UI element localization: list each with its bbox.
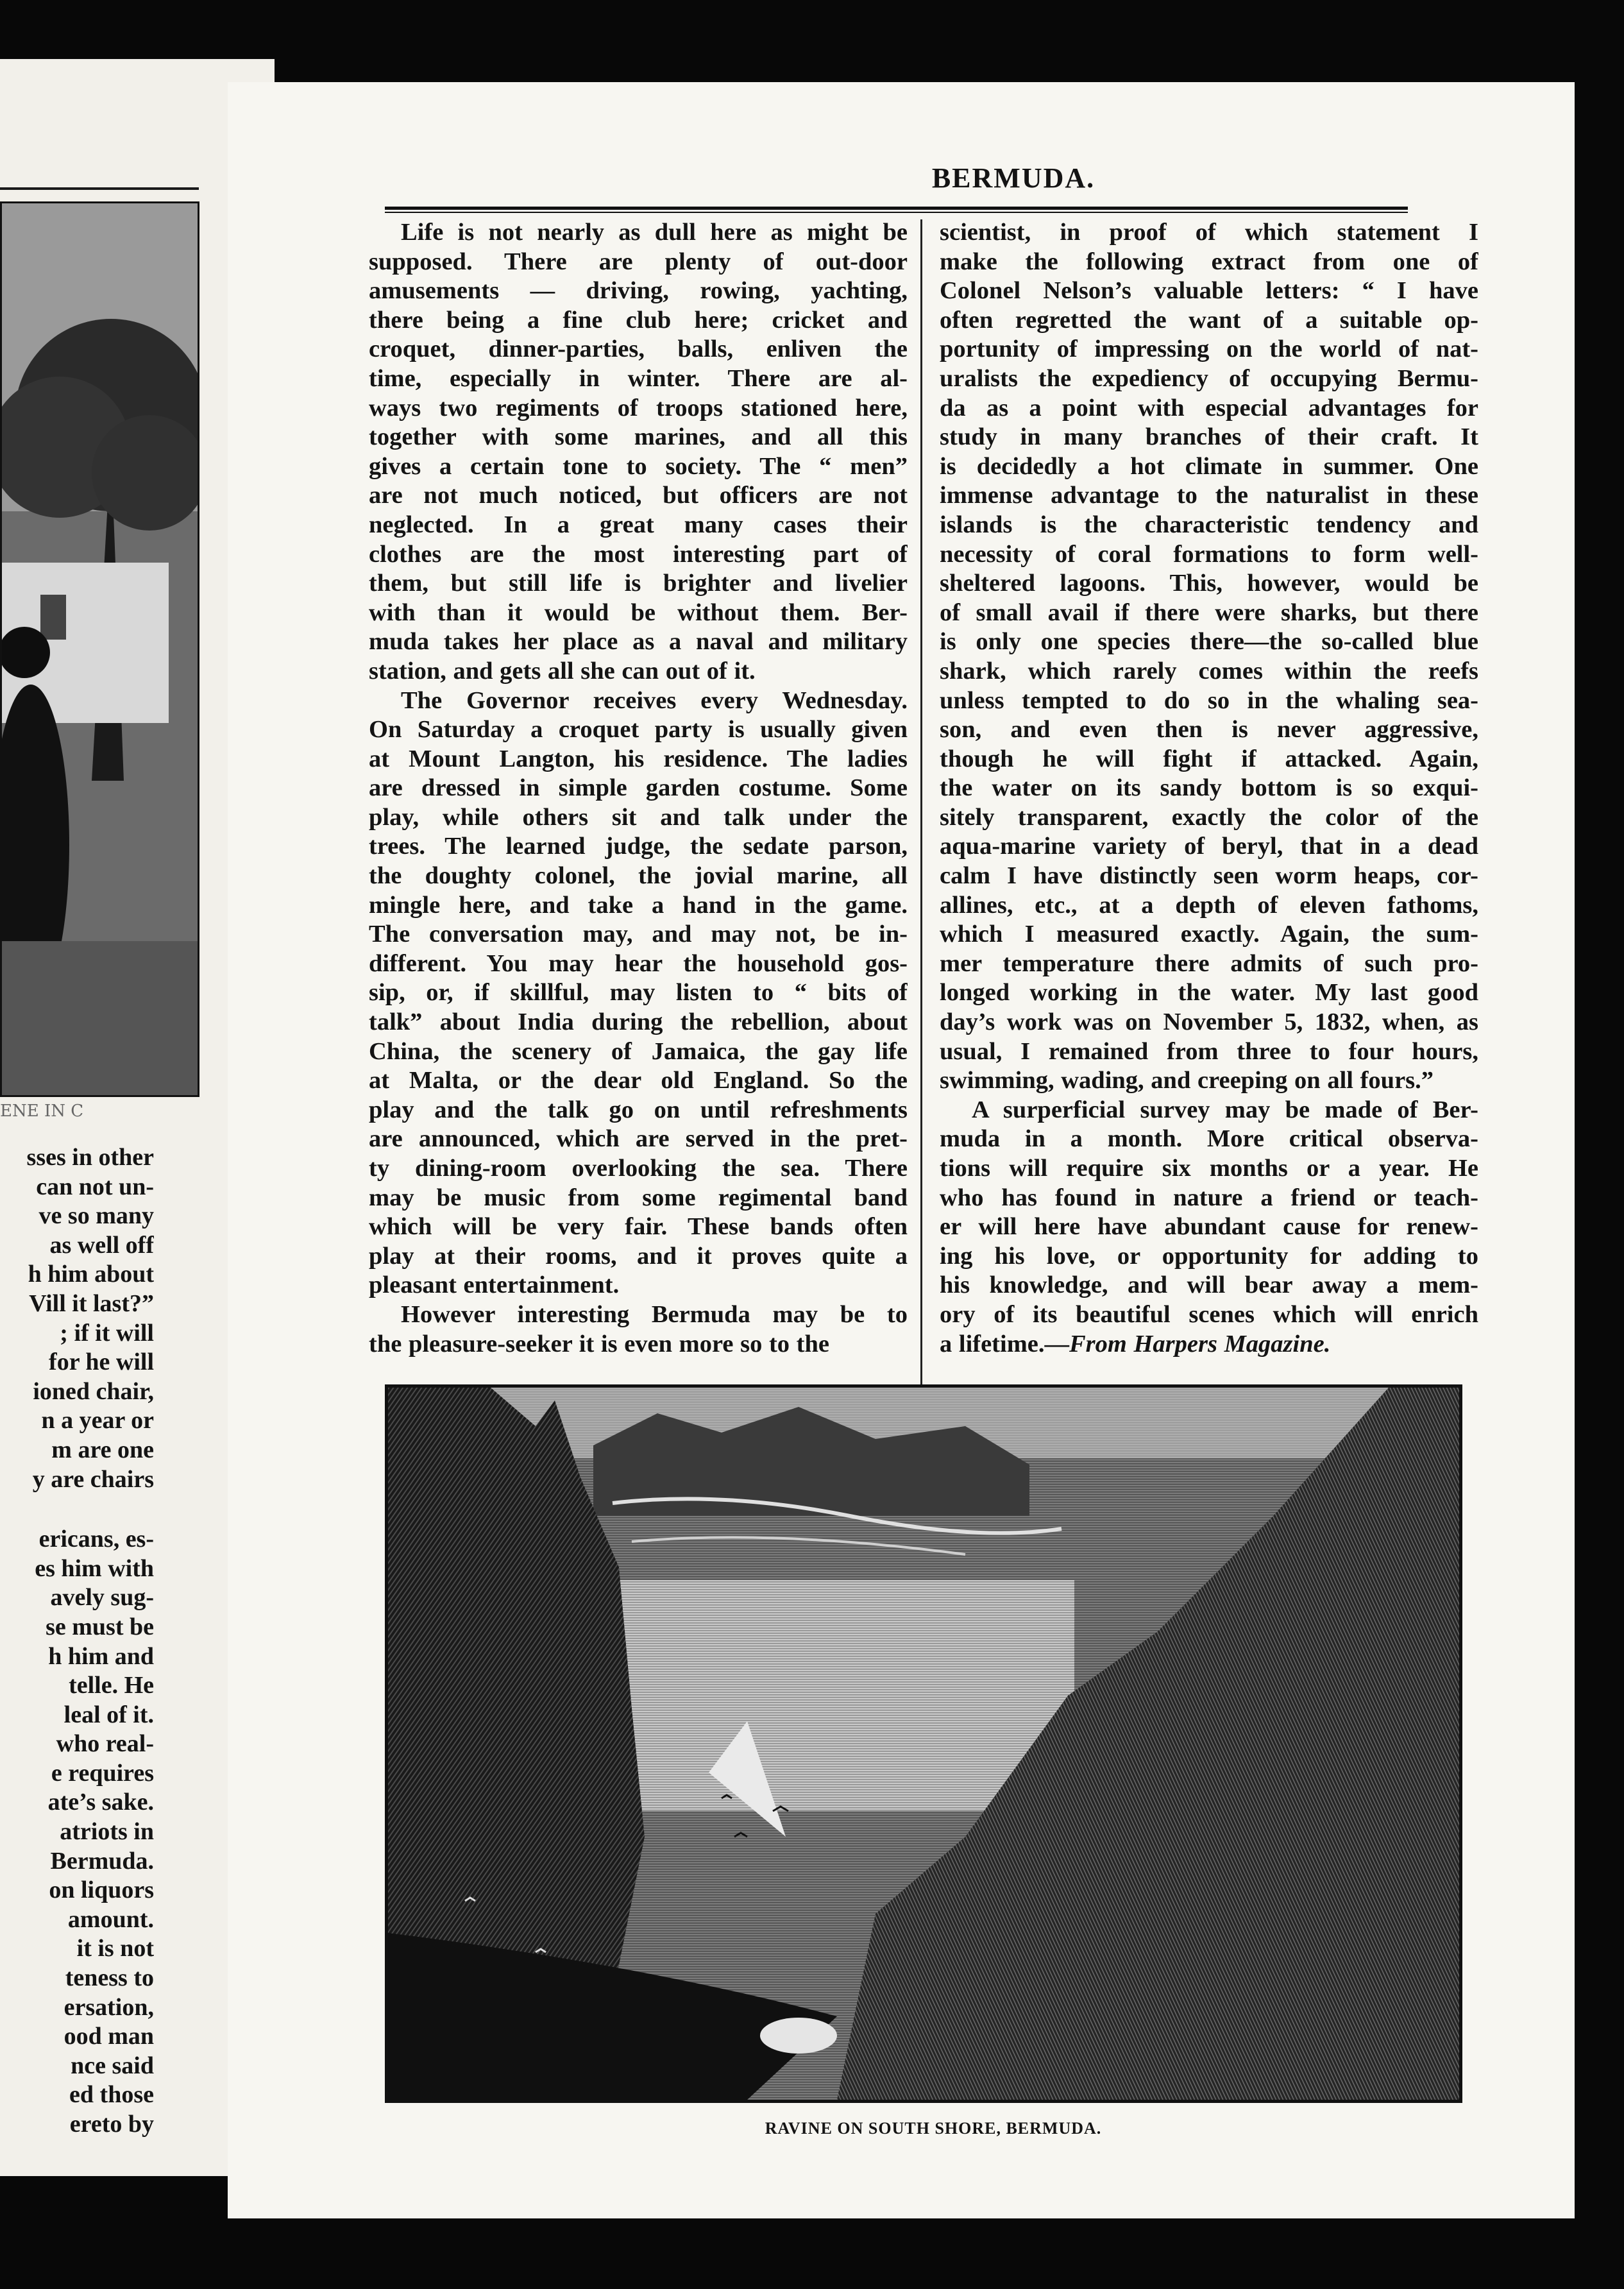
facing-page-line: ersation, [63, 1993, 154, 2021]
article-line: the doughty colonel, the jovial marine, all [369, 862, 908, 890]
facing-page-line: y are chairs [32, 1465, 154, 1493]
article-column-right [940, 218, 1478, 1359]
facing-page-line: telle. He [69, 1672, 154, 1699]
article-line: which will be very fair. These bands often [369, 1213, 908, 1241]
credit-prefix: a lifetime.— [940, 1330, 1069, 1357]
article-line: supposed. There are plenty of out-door [369, 248, 908, 275]
article-line: is decidedly a hot climate in summer. One [940, 452, 1478, 480]
article-line: portunity of impressing on the world of nat- [940, 336, 1478, 363]
article-line: sip, or, if skillful, may listen to “ bits of [369, 979, 908, 1007]
article-line: them, but still life is brighter and livelier [369, 570, 908, 597]
article-line: though he will fight if attacked. Again, [940, 745, 1478, 772]
article-line: swimming, wading, and creeping on all fours.” [940, 1067, 1434, 1094]
head-rule-thin [385, 212, 1408, 213]
article-line: clothes are the most interesting part of [369, 540, 908, 568]
illustration-caption: RAVINE ON SOUTH SHORE, BERMUDA. [765, 2119, 1102, 2138]
article-line: sitely transparent, exactly the color of the [940, 803, 1478, 831]
column-divider [920, 219, 922, 1425]
right-column-lines [940, 218, 1478, 1330]
article-line: are not much noticed, but officers are not [369, 482, 908, 509]
article-line: However interesting Bermuda may be to [401, 1300, 908, 1328]
article-line: which I measured exactly. Again, the sum- [940, 921, 1478, 948]
facing-page-text [0, 1143, 154, 2140]
article-line: immense advantage to the naturalist in these [940, 482, 1478, 509]
article-line: necessity of coral formations to form well- [940, 540, 1478, 568]
article-line: with than it would be without them. Ber- [369, 599, 908, 626]
article-line: sheltered lagoons. This, however, would be [940, 570, 1478, 597]
article-line: China, the scenery of Jamaica, the gay life [369, 1037, 908, 1065]
article-line: are announced, which are served in the pret- [369, 1125, 908, 1153]
article-line: croquet, dinner-parties, balls, enliven the [369, 336, 908, 363]
article-line: his knowledge, and will bear away a mem- [940, 1272, 1478, 1299]
source-credit [940, 1330, 1478, 1359]
article-line: Colonel Nelson’s valuable letters: “ I have [940, 277, 1478, 305]
ravine-engraving [385, 1384, 1462, 2103]
article-line: trees. The learned judge, the sedate parson, [369, 833, 908, 860]
article-line: may be music from some regimental band [369, 1184, 908, 1211]
facing-page-line: teness to [65, 1964, 154, 1992]
facing-page-line: for he will [49, 1349, 154, 1376]
running-head: BERMUDA. [931, 162, 1095, 194]
article-line: play at their rooms, and it proves quite a [369, 1242, 908, 1270]
facing-page-line: nce said [71, 2052, 154, 2079]
facing-page-line: ate’s sake. [47, 1789, 154, 1816]
article-line: muda takes her place as a naval and military [369, 628, 908, 656]
article-line: often regretted the want of a suitable op- [940, 306, 1478, 334]
article-line: is only one species there—the so-called blue [940, 628, 1478, 656]
article-line: mer temperature there admits of such pro- [940, 949, 1478, 977]
article-line: muda in a month. More critical observa- [940, 1125, 1478, 1153]
article-line: time, especially in winter. There are al- [369, 364, 908, 392]
article-line: ty dining-room overlooking the sea. There [369, 1155, 908, 1182]
article-line: On Saturday a croquet party is usually given [369, 716, 908, 744]
facing-page-line: who real- [56, 1730, 154, 1758]
article-line: mingle here, and take a hand in the game. [369, 891, 908, 919]
facing-page-line: it is not [76, 1935, 154, 1962]
article-line: Life is not nearly as dull here as might be [401, 219, 908, 246]
article-line: unless tempted to do so in the whaling sea- [940, 686, 1478, 714]
facing-page-line: h him and [48, 1642, 154, 1670]
facing-page-line: ; if it will [60, 1319, 154, 1347]
article-line: station, and gets all she can out of it. [369, 657, 756, 685]
facing-page-line: avely sug- [50, 1584, 154, 1612]
article-line: uralists the expediency of occupying Bermu- [940, 364, 1478, 392]
article-line: The Governor receives every Wednesday. [401, 686, 908, 714]
facing-page-line: ood man [63, 2023, 154, 2050]
facing-page-line: Bermuda. [50, 1847, 154, 1875]
article-line: the water on its sandy bottom is so exqui- [940, 774, 1478, 802]
facing-page-line: h him about [28, 1261, 154, 1288]
article-line: who has found in nature a friend or teach- [940, 1184, 1478, 1211]
facing-page-line: ereto by [69, 2111, 154, 2138]
facing-page-line: atriots in [60, 1818, 154, 1846]
article-line: son, and even then is never aggressive, [940, 716, 1478, 744]
facing-page-engraving [0, 201, 199, 1097]
facing-page-line: ve so many [38, 1202, 154, 1230]
article-line: tions will require six months or a year. He [940, 1155, 1478, 1182]
article-line: The conversation may, and may not, be in- [369, 921, 908, 948]
facing-page-line: es him with [35, 1554, 154, 1582]
facing-page-line: on liquors [49, 1876, 154, 1904]
facing-page-line: ioned chair, [33, 1377, 154, 1405]
article-line: calm I have distinctly seen worm heaps, cor- [940, 862, 1478, 890]
article-line: ing his love, or opportunity for adding to [940, 1242, 1478, 1270]
main-page [228, 82, 1575, 2218]
facing-page-line: Vill it last?” [29, 1289, 154, 1317]
article-line: the pleasure-seeker it is even more so to the [369, 1330, 829, 1357]
article-line: A surperficial survey may be made of Ber- [972, 1096, 1478, 1123]
facing-page-line: se must be [46, 1613, 154, 1640]
facing-page-line: leal of it. [63, 1701, 154, 1728]
facing-page-line: m are one [51, 1436, 154, 1463]
article-line: ory of its beautiful scenes which will enrich [940, 1300, 1478, 1328]
facing-page-line: ericans, es- [38, 1526, 154, 1553]
article-line: neglected. In a great many cases their [369, 511, 908, 538]
article-line: er will here have abundant cause for renew- [940, 1213, 1478, 1241]
article-line: day’s work was on November 5, 1832, when, as [940, 1008, 1478, 1036]
article-line: at Mount Langton, his residence. The ladies [369, 745, 908, 772]
article-line: shark, which rarely comes within the reefs [940, 657, 1478, 685]
head-rule [385, 207, 1408, 210]
article-line: scientist, in proof of which statement I [940, 219, 1478, 246]
facing-page-line: e requires [51, 1759, 154, 1787]
article-line: talk” about India during the rebellion, about [369, 1008, 908, 1036]
facing-page-line: can not un- [36, 1173, 154, 1200]
article-line: da as a point with especial advantages for [940, 394, 1478, 421]
article-column-left [369, 218, 908, 1359]
article-line: gives a certain tone to society. The “ men” [369, 452, 908, 480]
article-line: at Malta, or the dear old England. So the [369, 1067, 908, 1094]
facing-page-line: amount. [67, 1905, 154, 1933]
facing-page-line: n a year or [41, 1407, 154, 1434]
article-line: different. You may hear the household gos- [369, 949, 908, 977]
facing-page-line: ed those [69, 2081, 154, 2109]
article-line: there being a fine club here; cricket and [369, 306, 908, 334]
article-line: aqua-marine variety of beryl, that in a dead [940, 833, 1478, 860]
article-line: usual, I remained from three to four hours, [940, 1037, 1478, 1065]
facing-page-caption-fragment: ENE IN C [0, 1102, 84, 1121]
article-line: play and the talk go on until refreshments [369, 1096, 908, 1123]
article-line: study in many branches of their craft. It [940, 423, 1478, 451]
article-line: are dressed in simple garden costume. Some [369, 774, 908, 802]
facing-page-line: sses in other [26, 1144, 154, 1171]
facing-page-line: as well off [49, 1231, 154, 1259]
article-line: ways two regiments of troops stationed here, [369, 394, 908, 421]
facing-page-rule [0, 187, 199, 190]
credit-source: From Harpers Magazine. [1069, 1330, 1331, 1357]
article-line: pleasant entertainment. [369, 1272, 620, 1299]
article-line: longed working in the water. My last good [940, 979, 1478, 1007]
facing-page-line [0, 1494, 154, 1525]
article-line: allines, etc., at a depth of eleven fathoms, [940, 891, 1478, 919]
article-line: of small avail if there were sharks, but there [940, 599, 1478, 626]
article-line: make the following extract from one of [940, 248, 1478, 275]
article-line: together with some marines, and all this [369, 423, 908, 451]
article-line: amusements — driving, rowing, yachting, [369, 277, 908, 305]
article-line: play, while others sit and talk under the [369, 803, 908, 831]
article-line: islands is the characteristic tendency and [940, 511, 1478, 538]
